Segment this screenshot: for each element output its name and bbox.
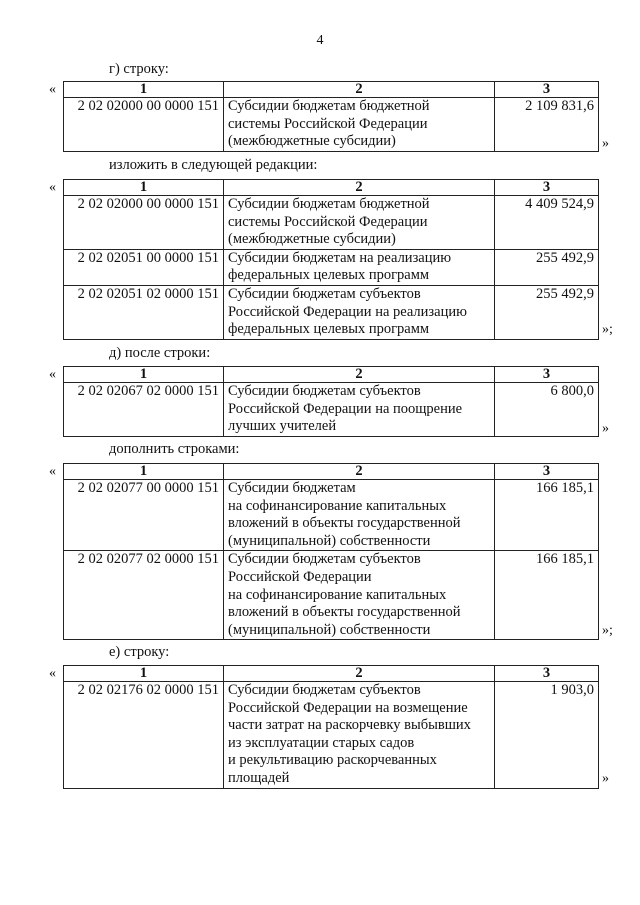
row-name-line: из эксплуатации старых садов xyxy=(228,734,415,751)
section-label-d: д) после строки: xyxy=(109,345,211,361)
row-name-line: части затрат на раскорчевку выбывших xyxy=(228,717,471,734)
row-name xyxy=(224,249,495,285)
table-row xyxy=(64,98,599,152)
row-amount: 6 800,0 xyxy=(495,383,599,437)
header-col-1: 1 xyxy=(64,180,224,196)
table-append xyxy=(63,463,599,640)
row-code: 2 02 02176 02 0000 151 xyxy=(64,682,224,789)
row-name-line: вложений в объекты государственной xyxy=(228,515,461,532)
row-code: 2 02 02051 02 0000 151 xyxy=(64,285,224,339)
header-col-2: 2 xyxy=(224,464,495,480)
row-name xyxy=(224,196,495,250)
table-header-row xyxy=(64,666,599,682)
section-label-append: дополнить строками: xyxy=(109,441,240,457)
row-name xyxy=(224,480,495,551)
header-col-3: 3 xyxy=(495,180,599,196)
table-row xyxy=(64,196,599,250)
table-header-row xyxy=(64,180,599,196)
open-quote: « xyxy=(49,464,56,479)
close-quote: » xyxy=(602,771,609,786)
row-code: 2 02 02000 00 0000 151 xyxy=(64,196,224,250)
header-col-1: 1 xyxy=(64,82,224,98)
open-quote: « xyxy=(49,367,56,382)
row-code: 2 02 02077 00 0000 151 xyxy=(64,480,224,551)
table-row xyxy=(64,480,599,551)
row-name xyxy=(224,285,495,339)
row-name-line: Субсидии бюджетам субъектов xyxy=(228,551,421,568)
header-col-2: 2 xyxy=(224,666,495,682)
section-label-g: г) строку: xyxy=(109,61,169,77)
row-amount: 255 492,9 xyxy=(495,249,599,285)
row-name-line: Российской Федерации на поощрение xyxy=(228,400,463,417)
page-number: 4 xyxy=(316,33,324,48)
row-name xyxy=(224,551,495,640)
table-header-row xyxy=(64,367,599,383)
row-name-line: Субсидии бюджетам субъектов xyxy=(228,285,421,302)
table-row xyxy=(64,383,599,437)
row-name-line: Российской Федерации на возмещение xyxy=(228,699,468,716)
row-name xyxy=(224,98,495,152)
table-row xyxy=(64,285,599,339)
open-quote: « xyxy=(49,82,56,97)
section-label-e: е) строку: xyxy=(109,644,170,660)
row-name-line: лучших учителей xyxy=(228,418,337,435)
header-col-3: 3 xyxy=(495,666,599,682)
table-g xyxy=(63,81,599,152)
section-label-new-version: изложить в следующей редакции: xyxy=(109,157,318,173)
row-name-line: и рекультивацию раскорчеванных xyxy=(228,752,437,769)
table-e xyxy=(63,665,599,789)
close-quote-semicolon: »; xyxy=(602,623,613,638)
header-col-1: 1 xyxy=(64,464,224,480)
row-name-line: (муниципальной) собственности xyxy=(228,621,431,638)
row-name-line: Субсидии бюджетам субъектов xyxy=(228,383,421,399)
table-header-row xyxy=(64,82,599,98)
close-quote: » xyxy=(602,136,609,151)
table-d xyxy=(63,366,599,437)
row-name-line: системы Российской Федерации xyxy=(228,213,428,230)
row-amount: 166 185,1 xyxy=(495,551,599,640)
row-name-line: Субсидии бюджетам бюджетной xyxy=(228,98,430,114)
row-amount: 4 409 524,9 xyxy=(495,196,599,250)
header-col-3: 3 xyxy=(495,367,599,383)
row-name-line: Российской Федерации xyxy=(228,568,372,585)
row-name-line: на софинансирование капитальных xyxy=(228,497,447,514)
row-name-line: (межбюджетные субсидии) xyxy=(228,133,396,150)
header-col-2: 2 xyxy=(224,367,495,383)
close-quote: » xyxy=(602,421,609,436)
row-name-line: Субсидии бюджетам субъектов xyxy=(228,682,421,698)
row-name xyxy=(224,682,495,789)
open-quote: « xyxy=(49,666,56,681)
row-name-line: вложений в объекты государственной xyxy=(228,604,461,621)
row-code: 2 02 02051 00 0000 151 xyxy=(64,249,224,285)
header-col-1: 1 xyxy=(64,367,224,383)
row-code: 2 02 02067 02 0000 151 xyxy=(64,383,224,437)
row-amount: 255 492,9 xyxy=(495,285,599,339)
row-name-line: на софинансирование капитальных xyxy=(228,586,447,603)
row-name-line: Субсидии бюджетам на реализацию xyxy=(228,249,452,266)
table-header-row xyxy=(64,464,599,480)
row-amount: 2 109 831,6 xyxy=(495,98,599,152)
row-code: 2 02 02000 00 0000 151 xyxy=(64,98,224,152)
row-name xyxy=(224,383,495,437)
row-name-line: системы Российской Федерации xyxy=(228,115,428,132)
row-name-line: (муниципальной) собственности xyxy=(228,532,431,549)
table-row xyxy=(64,249,599,285)
header-col-2: 2 xyxy=(224,82,495,98)
header-col-2: 2 xyxy=(224,180,495,196)
row-name-line: Субсидии бюджетам xyxy=(228,480,356,496)
row-amount: 1 903,0 xyxy=(495,682,599,789)
header-col-1: 1 xyxy=(64,666,224,682)
table-new-version xyxy=(63,179,599,340)
row-name-line: Субсидии бюджетам бюджетной xyxy=(228,196,430,212)
row-name-line: (межбюджетные субсидии) xyxy=(228,231,396,248)
row-code: 2 02 02077 02 0000 151 xyxy=(64,551,224,640)
close-quote-semicolon: »; xyxy=(602,322,613,337)
row-name-line: Российской Федерации на реализацию xyxy=(228,303,467,320)
table-row xyxy=(64,551,599,640)
row-amount: 166 185,1 xyxy=(495,480,599,551)
table-row xyxy=(64,682,599,789)
header-col-3: 3 xyxy=(495,464,599,480)
header-col-3: 3 xyxy=(495,82,599,98)
row-name-line: площадей xyxy=(228,769,290,786)
row-name-line: федеральных целевых программ xyxy=(228,321,430,338)
open-quote: « xyxy=(49,180,56,195)
row-name-line: федеральных целевых программ xyxy=(228,267,430,284)
